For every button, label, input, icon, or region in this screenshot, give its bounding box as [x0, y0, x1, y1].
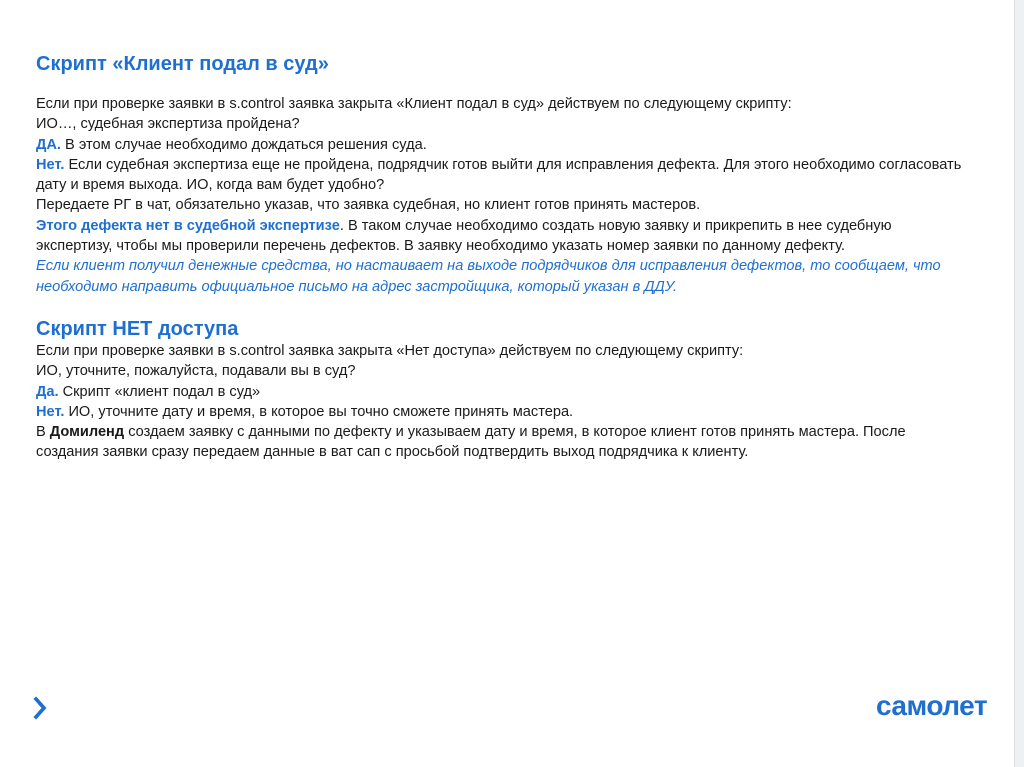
- section1-body: [36, 94, 966, 297]
- section1-defect-text: . В таком случае необходимо создать новую заявку и прикрепить в нее судебную экспертизу, чтобы мы проверили перечень дефектов. В заявку необходимо указать номер заявки по данному дефекту.: [36, 217, 892, 255]
- section2-last-text: создаем заявку с данными по дефекту и указываем дату и время, в которое клиент готов принять мастера. После создания заявки сразу передаем данные в ват сап с просьбой подтвердить выход подрядчика к клиенту.: [36, 424, 906, 461]
- section1-defect-line: [36, 216, 966, 257]
- slide-edge: [1014, 0, 1024, 767]
- section1-net-line: [36, 155, 966, 196]
- section1-da-text: В этом случае необходимо дождаться решения суда.: [61, 136, 427, 153]
- chevron-right-icon: [33, 696, 47, 720]
- section1-da-line: [36, 135, 966, 155]
- slide-content: [36, 52, 966, 463]
- section2-net-line: [36, 402, 966, 422]
- section2-domilend: Домиленд: [49, 424, 125, 441]
- section1-rg-line: Передаете РГ в чат, обязательно указав, что заявка судебная, но клиент готов принять мастеров.: [36, 197, 701, 214]
- samolet-logo: самолет: [876, 690, 988, 721]
- section2-net-text: ИО, уточните дату и время, в которое вы точно сможете принять мастера.: [64, 403, 574, 420]
- section2-da-line: [36, 382, 966, 402]
- section2-net-label: Нет.: [36, 403, 65, 420]
- section2-line1: Если при проверке заявки в s.control заявка закрыта «Нет доступа» действуем по следующему скрипту:: [36, 342, 744, 359]
- section2-da-label: Да.: [36, 383, 59, 400]
- section1-title: Скрипт «Клиент подал в суд»: [36, 53, 329, 75]
- section1-net-text: Если судебная экспертиза еще не пройдена, подрядчик готов выйти для исправления дефекта. Для этого необходимо согласовать дату и время выхода. ИО, когда вам будет удобно?: [36, 156, 962, 194]
- section2-title: Скрипт НЕТ доступа: [36, 317, 239, 340]
- section2-da-text: Скрипт «клиент подал в суд»: [58, 383, 261, 400]
- section1-defect-label: Этого дефекта нет в судебной экспертизе: [36, 217, 340, 234]
- section2-last-prefix: В: [36, 424, 50, 441]
- section2-line2: ИО, уточните, пожалуйста, подавали вы в суд?: [36, 363, 356, 380]
- section1-line1: Если при проверке заявки в s.control заявка закрыта «Клиент подал в суд» действуем по следующему скрипту:: [36, 96, 792, 112]
- section1-da-label: ДА.: [36, 136, 61, 153]
- section1-italic-note: Если клиент получил денежные средства, но настаивает на выходе подрядчиков для исправления дефектов, то сообщаем, что необходимо направить официальное письмо на адрес застройщика, который указан в ДДУ.: [36, 258, 941, 295]
- section1-line2: ИО…, судебная экспертиза пройдена?: [36, 116, 300, 133]
- section1-net-label: Нет.: [36, 156, 65, 173]
- section2-last-line: [36, 422, 966, 463]
- section2-body: [36, 341, 966, 463]
